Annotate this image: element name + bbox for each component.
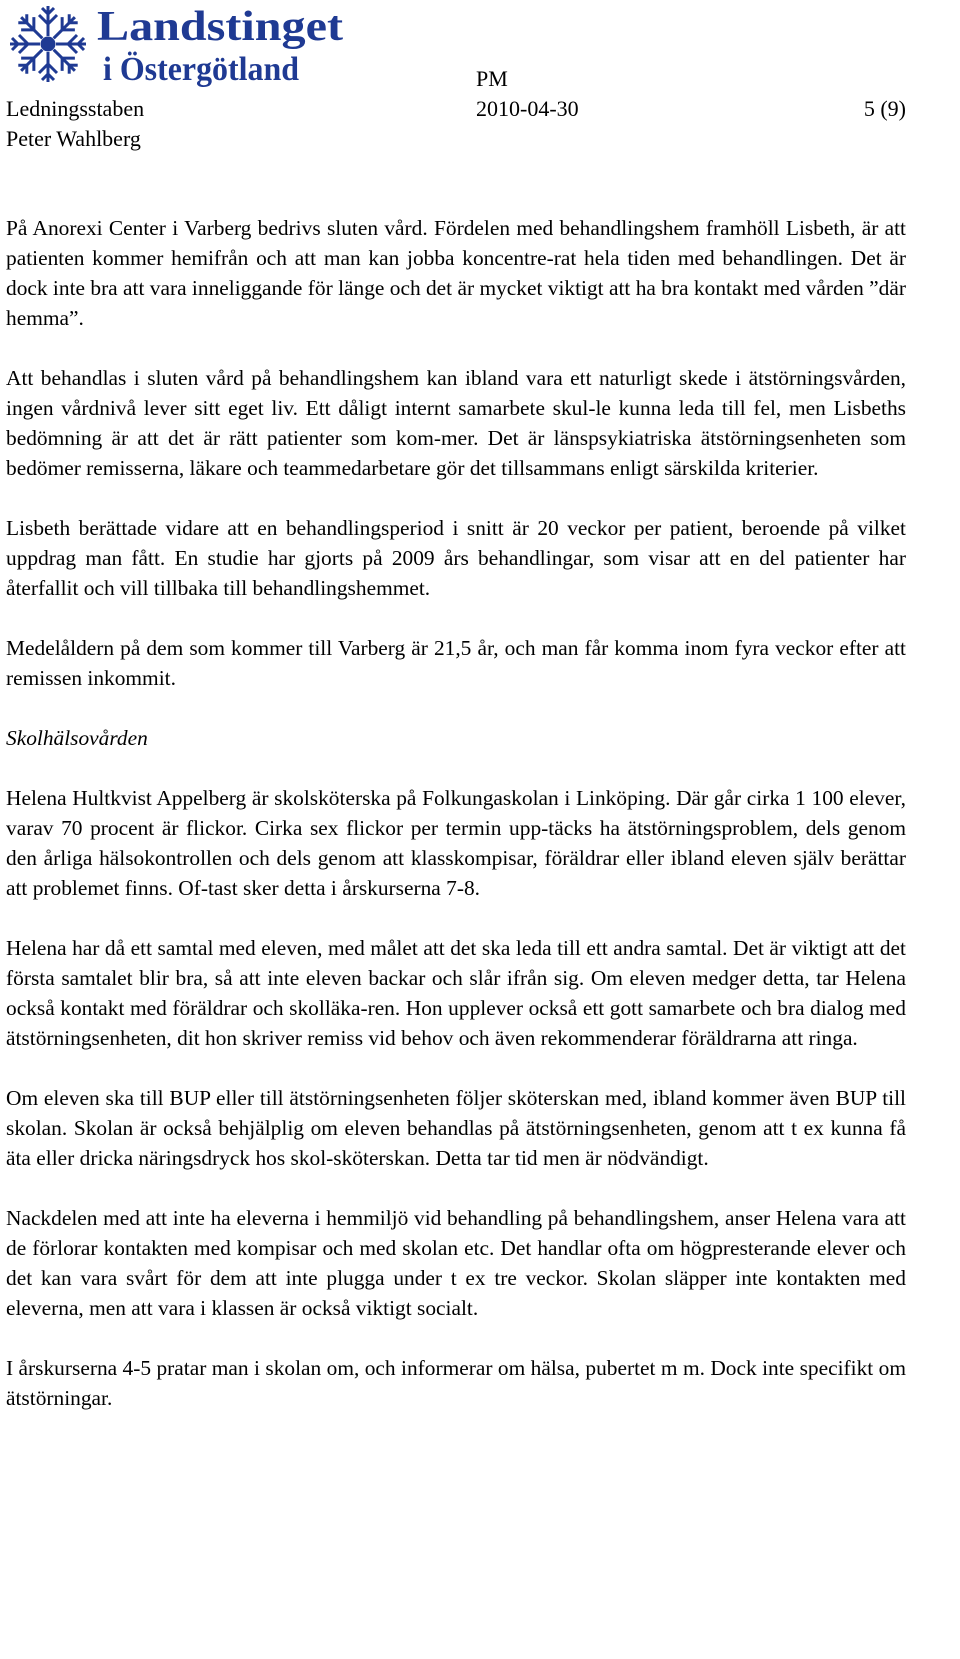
paragraph: Nackdelen med att inte ha eleverna i hemmiljö vid behandling på behandlingshem, anser Helena vara att de förlorar kontakten med kompisar och med skolan etc. Det handlar ofta om högpresterande elever och det kan vara svårt för dem att inte plugga under t ex tre veckor. Skolan släpper inte kontakten med eleverna, men att vara i klassen är också viktigt socialt. bbox=[6, 1206, 906, 1320]
paragraph: På Anorexi Center i Varberg bedrivs sluten vård. Fördelen med behandlingshem framhöll Lisbeth, är att patienten kommer hemifrån och att man kan jobba koncentre-rat hela tiden med behandlingen. Det är dock inte bra att vara inneliggande för länge och det är mycket viktigt att ha bra kontakt med vården ”där hemma”. bbox=[6, 216, 906, 330]
department: Ledningsstaben bbox=[6, 96, 145, 121]
author: Peter Wahlberg bbox=[6, 126, 141, 151]
paragraph: Helena Hultkvist Appelberg är skolsköterska på Folkungaskolan i Linköping. Där går cirka 1 100 elever, varav 70 procent är flickor. Cirka sex flickor per termin upp-täcks ha ätstörningsproblem, dels genom den årliga hälsokontrollen och dels genom att klasskompisar, föräldrar eller ibland eleven själv berättar att problemet finns. Of-tast sker detta i årskurserna 7-8. bbox=[6, 786, 906, 900]
logo-line-1: Landstinget bbox=[97, 4, 344, 50]
doc-type: PM bbox=[476, 66, 508, 91]
section-heading: Skolhälsovården bbox=[6, 726, 148, 750]
page-number: 5 (9) bbox=[863, 96, 906, 121]
document-body bbox=[6, 213, 906, 1413]
paragraph: Medelåldern på dem som kommer till Varberg är 21,5 år, och man får komma inom fyra veckor efter att remissen inkommit. bbox=[6, 636, 906, 690]
paragraph: Om eleven ska till BUP eller till ätstörningsenheten följer sköterskan med, ibland kommer även BUP till skolan. Skolan är också behjälplig om eleven behandlas på ätstörningsenheten, genom att t ex kunna få äta eller dricka näringsdryck hos skol-sköterskan. Detta tar tid men är nödvändigt. bbox=[6, 1086, 906, 1170]
paragraph: Helena har då ett samtal med eleven, med målet att det ska leda till ett andra samtal. Det är viktigt att det första samtalet blir bra, så att inte eleven backar och slår ifrån sig. Om eleven medger detta, tar Helena också kontakt med föräldrar och skolläka-ren. Hon upplever också ett gott samarbete och bra dialog med ätstörningsenheten, dit hon skriver remiss vid behov och även rekommenderar föräldrarna att ringa. bbox=[6, 936, 906, 1050]
landstinget-logo bbox=[5, 0, 345, 90]
snowflake-emblem-icon bbox=[10, 6, 86, 82]
paragraph: I årskurserna 4-5 pratar man i skolan om, och informerar om hälsa, pubertet m m. Dock inte specifikt om ätstörningar. bbox=[6, 1356, 906, 1410]
paragraph: Lisbeth berättade vidare att en behandlingsperiod i snitt är 20 veckor per patient, beroende på vilket uppdrag man fått. En studie har gjorts på 2009 års behandlingar, som visar att en del patienter har återfallit och vill tillbaka till behandlingshemmet. bbox=[6, 516, 906, 600]
doc-date: 2010-04-30 bbox=[476, 96, 579, 121]
paragraph: Att behandlas i sluten vård på behandlingshem kan ibland vara ett naturligt skede i ätstörningsvården, ingen vårdnivå lever sitt eget liv. Ett dåligt internt samarbete skul-le kunna leda till fel, men Lisbeths bedömning är att det är rätt patienter som kom-mer. Det är länspsykiatriska ätstörningsenheten som bedömer remisserna, läkare och teammedarbetare gör det tillsammans enligt särskilda kriterier. bbox=[6, 366, 906, 480]
logo-line-2: i Östergötland bbox=[103, 51, 300, 88]
